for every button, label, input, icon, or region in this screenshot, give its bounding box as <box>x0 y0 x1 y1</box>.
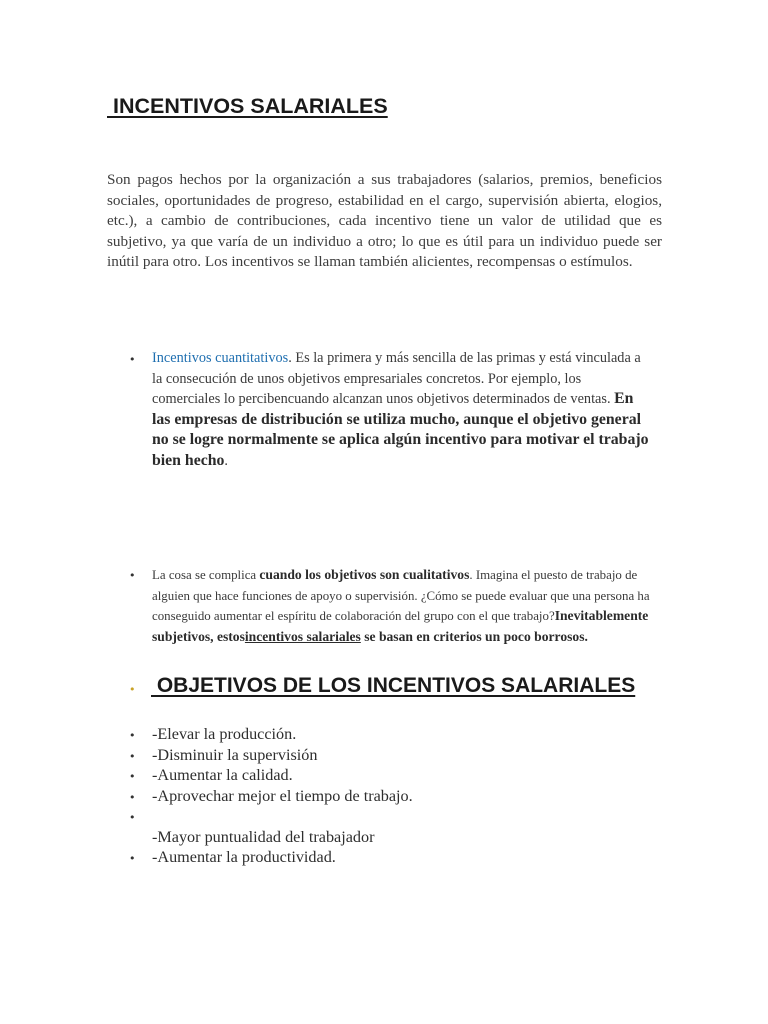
bullet-icon: • <box>129 569 136 582</box>
bullet-icon: • <box>129 790 136 804</box>
list-item-empty <box>129 806 652 827</box>
bullet-text-2: . Imagina el puesto de trabajo de alguien que hace funciones de apoyo o supervisión. ¿Cómo se puede evaluar que una persona ha conseguido aumentar el espíritu de colaboración del grupo con el que trabajo? <box>152 568 650 623</box>
bullet-icon: • <box>129 770 136 783</box>
link-qualitative[interactable]: cualitativos <box>402 567 470 582</box>
page-title: INCENTIVOS SALARIALES <box>107 94 388 118</box>
link-quantitative-incentives[interactable]: Incentivos cuantitativos <box>152 350 289 366</box>
objective-text: -Aprovechar mejor el tiempo de trabajo. <box>152 786 413 805</box>
objective-text: -Disminuir la supervisión <box>152 745 318 764</box>
bullet-icon: • <box>129 749 136 763</box>
bullet-icon: • <box>129 811 136 824</box>
bullet-comma: , <box>455 410 464 428</box>
bullet-text: La cosa se complica <box>152 568 260 582</box>
objective-text: -Elevar la producción. <box>152 725 297 743</box>
bullet-bold-text: cuando los objetivos son <box>259 567 403 582</box>
list-item-continuation <box>152 827 652 848</box>
bullet-icon: • <box>129 683 136 696</box>
list-item <box>129 565 652 647</box>
objective-text: -Aumentar la calidad. <box>152 766 293 784</box>
list-item <box>129 847 652 868</box>
bullet-icon: • <box>129 729 136 742</box>
list-item <box>129 745 652 766</box>
bullet-bold-text-2: aunque el objetivo general no se logre normalmente se aplica algún incentivo para motivar el trabajo bien hecho <box>152 410 649 469</box>
bullet-end: . <box>224 452 228 469</box>
bullet-text: . Es la primera y más sencilla de las primas y está vinculada a la consecución de unos objetivos empresariales concretos. Por ejemplo, los comerciales lo percibencuando alcanzan unos objetivos determinados de ventas. <box>152 350 641 407</box>
intro-paragraph: Son pagos hechos por la organización a sus trabajadores (salarios, premios, beneficios sociales, oportunidades de progreso, estabilidad en el cargo, supervisión abierta, elogios, etc.), a cambio de contribuciones, cada incentivo tiene un valor de utilidad que es subjetivo, ya que varía de un individuo a otro; lo que es útil para un individuo puede ser inútil para otro. Los incentivos se llaman también alicientes, recompensas o estímulos. <box>107 171 662 270</box>
section-title: OBJETIVOS DE LOS INCENTIVOS SALARIALES <box>151 674 636 697</box>
objectives-list <box>129 724 652 868</box>
bullet-list-qualitative <box>129 565 652 647</box>
list-item <box>129 724 652 745</box>
bullet-bold-text-3: se basan en criterios un poco borrosos <box>360 628 585 644</box>
bullet-end: . <box>584 628 588 644</box>
objective-text: -Mayor puntualidad del trabajador <box>152 827 375 846</box>
objective-text: -Aumentar la productividad. <box>152 848 336 866</box>
list-item <box>129 786 652 807</box>
bullet-icon: • <box>129 353 136 366</box>
bullet-bold-text-2: Inevitablemente subjetivos, estos <box>152 608 649 644</box>
bullet-icon: • <box>129 852 136 865</box>
bullet-list-quantitative <box>129 348 652 471</box>
link-incentivos-salariales[interactable]: incentivos salariales <box>244 628 361 644</box>
bullet-bold-text: En las empresas de distribución se utiliza mucho <box>152 390 634 428</box>
list-item <box>129 348 652 471</box>
list-item <box>129 765 652 786</box>
